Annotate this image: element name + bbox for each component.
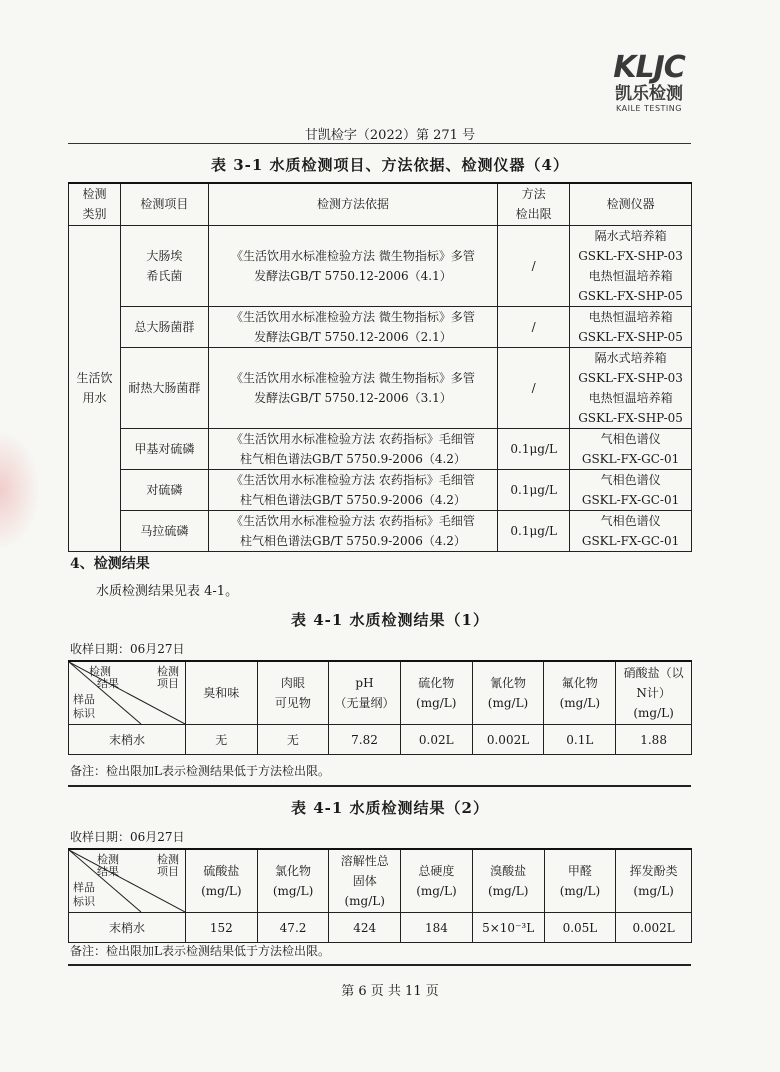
- col-header: pH （无量纲）: [329, 661, 401, 725]
- value-cell: 无: [186, 725, 258, 755]
- table-3-1-title: 表 3-1 水质检测项目、方法依据、检测仪器（4）: [211, 156, 569, 174]
- value-cell: 5×10⁻³L: [472, 913, 544, 943]
- value-cell: 0.002L: [472, 725, 544, 755]
- col-header: 臭和味: [186, 661, 258, 725]
- instrument-cell: 气相色谱仪 GSKL-FX-GC-01: [570, 510, 692, 551]
- diagonal-header-cell: [69, 661, 186, 725]
- diag-label-result: 结果: [97, 865, 119, 878]
- diag-label-test: 检测: [89, 665, 111, 678]
- diag-label-test: 检测: [97, 853, 119, 866]
- value-cell: 424: [329, 913, 401, 943]
- table-4-1a-title: 表 4-1 水质检测结果（1）: [291, 611, 489, 629]
- item-cell: 马拉硫磷: [120, 510, 208, 551]
- instrument-cell: 电热恒温培养箱 GSKL-FX-SHP-05: [570, 306, 692, 347]
- sample-cell: 末梢水: [69, 913, 186, 943]
- table-bottom-rule: [68, 785, 691, 787]
- sample-cell: 末梢水: [69, 725, 186, 755]
- diag-label-sample: 样品: [73, 881, 95, 894]
- header-category: 检测 类别: [69, 183, 121, 225]
- diagonal-header-cell: [69, 849, 186, 913]
- limit-cell: /: [498, 225, 570, 306]
- diag-label-id: 标识: [73, 895, 95, 908]
- value-cell: 0.002L: [616, 913, 692, 943]
- method-cell: 《生活饮用水标准检验方法 农药指标》毛细管 柱气相色谱法GB/T 5750.9-2006（4.2）: [208, 510, 497, 551]
- table-4-1b: [68, 848, 692, 943]
- limit-cell: 0.1μg/L: [498, 428, 570, 469]
- document-number: 甘凯检字（2022）第 271 号: [304, 128, 476, 143]
- table-4-1a: [68, 660, 692, 755]
- instrument-cell: 气相色谱仪 GSKL-FX-GC-01: [570, 428, 692, 469]
- value-cell: 1.88: [616, 725, 692, 755]
- diag-label-test2: 检测: [157, 665, 179, 678]
- logo-mark: KLJC: [613, 50, 685, 85]
- diag-label-item: 项目: [157, 677, 179, 690]
- limit-cell: /: [498, 347, 570, 428]
- value-cell: 0.02L: [400, 725, 472, 755]
- col-header: 硝酸盐（以 N计） (mg/L): [616, 661, 692, 725]
- table-note: 备注：检出限加L表示检测结果低于方法检出限。: [70, 944, 330, 958]
- header-method: 检测方法依据: [208, 183, 497, 225]
- header-divider: [68, 143, 691, 144]
- header-limit: 方法 检出限: [498, 183, 570, 225]
- limit-cell: 0.1μg/L: [498, 469, 570, 510]
- method-cell: 《生活饮用水标准检验方法 微生物指标》多管 发酵法GB/T 5750.12-2006（4.1）: [208, 225, 497, 306]
- col-header: 肉眼 可见物: [257, 661, 329, 725]
- value-cell: 7.82: [329, 725, 401, 755]
- item-cell: 甲基对硫磷: [120, 428, 208, 469]
- method-cell: 《生活饮用水标准检验方法 微生物指标》多管 发酵法GB/T 5750.12-2006（2.1）: [208, 306, 497, 347]
- item-cell: 大肠埃 希氏菌: [120, 225, 208, 306]
- instrument-cell: 气相色谱仪 GSKL-FX-GC-01: [570, 469, 692, 510]
- section-text: 水质检测结果见表 4-1。: [96, 584, 239, 599]
- item-cell: 耐热大肠菌群: [120, 347, 208, 428]
- category-cell: 生活饮 用水: [69, 225, 121, 551]
- page-number: 第 6 页 共 11 页: [341, 984, 439, 999]
- table-header-row: [69, 661, 692, 725]
- col-header: 挥发酚类 (mg/L): [616, 849, 692, 913]
- table-4-1b-title: 表 4-1 水质检测结果（2）: [291, 799, 489, 817]
- method-cell: 《生活饮用水标准检验方法 农药指标》毛细管 柱气相色谱法GB/T 5750.9-2006（4.2）: [208, 469, 497, 510]
- logo-chinese-name: 凯乐检测: [615, 84, 683, 104]
- table-row: [69, 428, 692, 469]
- table-row: [69, 225, 692, 306]
- diag-label-sample: 样品: [73, 693, 95, 706]
- table-bottom-rule: [68, 964, 691, 966]
- header-item: 检测项目: [120, 183, 208, 225]
- table-row: [69, 469, 692, 510]
- table-header-row: [69, 849, 692, 913]
- diag-label-item: 项目: [157, 865, 179, 878]
- value-cell: 无: [257, 725, 329, 755]
- limit-cell: 0.1μg/L: [498, 510, 570, 551]
- logo-english-name: KAILE TESTING: [616, 104, 682, 113]
- receipt-date: 收样日期：06月27日: [70, 830, 185, 844]
- table-note: 备注：检出限加L表示检测结果低于方法检出限。: [70, 764, 330, 778]
- company-logo: [606, 52, 692, 113]
- method-cell: 《生活饮用水标准检验方法 微生物指标》多管 发酵法GB/T 5750.12-2006（3.1）: [208, 347, 497, 428]
- header-instrument: 检测仪器: [570, 183, 692, 225]
- table-row: [69, 347, 692, 428]
- col-header: 总硬度 (mg/L): [401, 849, 473, 913]
- col-header: 溴酸盐 (mg/L): [472, 849, 544, 913]
- red-stamp-bleed: [0, 430, 40, 550]
- value-cell: 0.05L: [544, 913, 616, 943]
- receipt-date: 收样日期：06月27日: [70, 642, 185, 656]
- instrument-cell: 隔水式培养箱 GSKL-FX-SHP-03 电热恒温培养箱 GSKL-FX-SHP-05: [570, 347, 692, 428]
- limit-cell: /: [498, 306, 570, 347]
- col-header: 溶解性总 固体 (mg/L): [329, 849, 401, 913]
- table-row: [69, 725, 692, 755]
- col-header: 氟化物 (mg/L): [544, 661, 616, 725]
- method-cell: 《生活饮用水标准检验方法 农药指标》毛细管 柱气相色谱法GB/T 5750.9-2006（4.2）: [208, 428, 497, 469]
- value-cell: 184: [401, 913, 473, 943]
- value-cell: 152: [186, 913, 258, 943]
- table-3-1-header-row: [69, 183, 692, 225]
- col-header: 甲醛 (mg/L): [544, 849, 616, 913]
- section-heading: 4、检测结果: [70, 556, 150, 572]
- item-cell: 总大肠菌群: [120, 306, 208, 347]
- diag-label-test2: 检测: [157, 853, 179, 866]
- table-row: [69, 306, 692, 347]
- table-row: [69, 913, 692, 943]
- col-header: 氯化物 (mg/L): [257, 849, 329, 913]
- diag-label-result: 结果: [97, 677, 119, 690]
- value-cell: 47.2: [257, 913, 329, 943]
- value-cell: 0.1L: [544, 725, 616, 755]
- table-row: [69, 510, 692, 551]
- col-header: 氰化物 (mg/L): [472, 661, 544, 725]
- instrument-cell: 隔水式培养箱 GSKL-FX-SHP-03 电热恒温培养箱 GSKL-FX-SHP-05: [570, 225, 692, 306]
- diag-label-id: 标识: [73, 707, 95, 720]
- table-3-1: [68, 182, 692, 552]
- col-header: 硫酸盐 (mg/L): [186, 849, 258, 913]
- item-cell: 对硫磷: [120, 469, 208, 510]
- col-header: 硫化物 (mg/L): [400, 661, 472, 725]
